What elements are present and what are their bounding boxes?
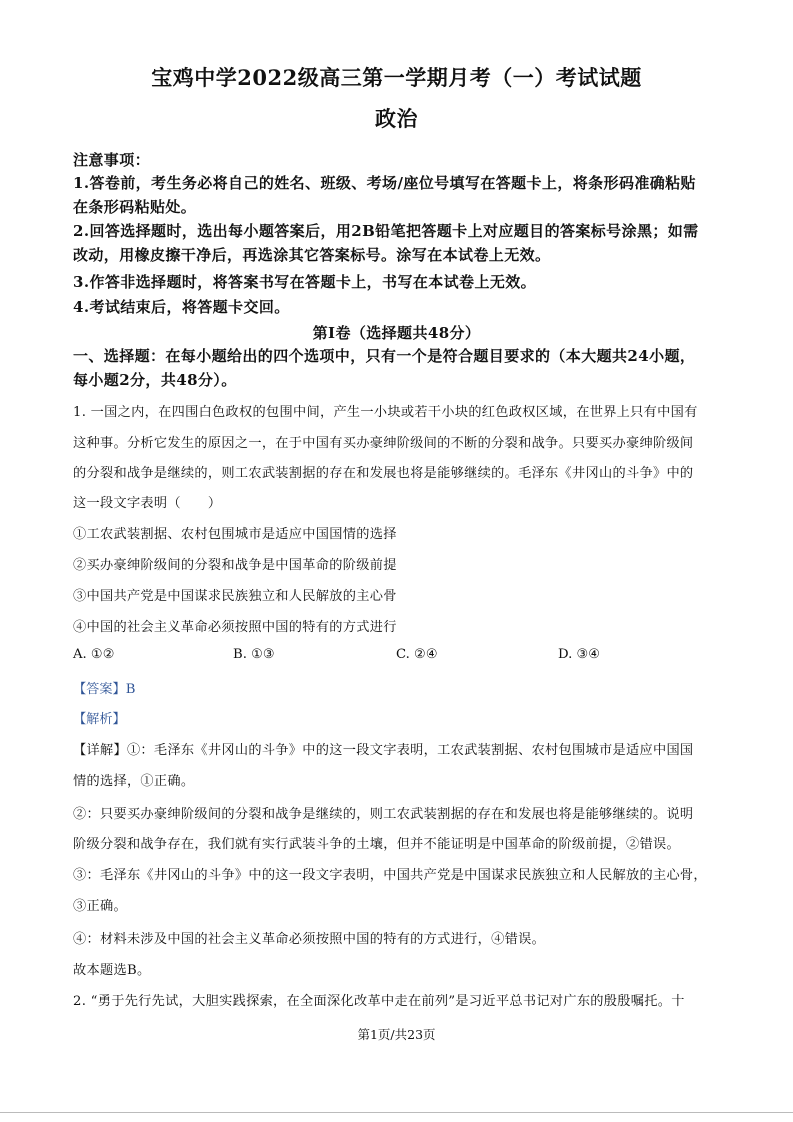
- notice-line: 在条形码粘贴处。: [73, 198, 197, 216]
- explanation-line: ③：毛泽东《井冈山的斗争》中的这一段文字表明，中国共产党是中国谋求民族独立和人民解放的主心骨，: [73, 868, 707, 883]
- analysis-label: 【解析】: [73, 712, 126, 727]
- question-stem-line: 2. “勇于先行先试，大胆实践探索，在全面深化改革中走在前列”是习近平总书记对广东的殷殷嘱托。十: [73, 994, 685, 1009]
- explanation-line: 故本题选B。: [73, 963, 151, 978]
- bottom-divider: [0, 1112, 793, 1113]
- notice-line: 1.答卷前，考生务必将自己的姓名、班级、考场/座位号填写在答题卡上，将条形码准确粘贴: [73, 174, 696, 192]
- question-stem-line: 这种事。分析它发生的原因之一，在于中国有买办豪绅阶级间的不断的分裂和战争。只要买办豪绅阶级间: [73, 436, 694, 451]
- section-instruction: 一、选择题：在每小题给出的四个选项中，只有一个是符合题目要求的（本大题共24小题，: [73, 347, 696, 365]
- option-d: D. ③④: [558, 647, 601, 662]
- explanation-line: 情的选择，①正确。: [73, 774, 195, 789]
- page-number: 第1页/共23页: [357, 1027, 436, 1042]
- question-stem-line: 的分裂和战争是继续的，则工农武装割据的存在和发展也将是能够继续的。毛泽东《井冈山的斗争》中的: [73, 466, 694, 481]
- section-title: 第Ⅰ卷（选择题共48分）: [312, 324, 481, 342]
- option-c: C. ②④: [396, 647, 438, 662]
- notice-line: 2.回答选择题时，选出每小题答案后，用2B铅笔把答题卡上对应题目的答案标号涂黑；如需: [73, 222, 699, 240]
- explanation-line: 【详解】①：毛泽东《井冈山的斗争》中的这一段文字表明，工农武装割据、农村包围城市是适应中国国: [73, 743, 694, 758]
- answer-label: 【答案】B: [73, 682, 136, 697]
- statement: ④中国的社会主义革命必须按照中国的特有的方式进行: [73, 620, 397, 635]
- notice-line: 3.作答非选择题时，将答案书写在答题卡上，书写在本试卷上无效。: [73, 273, 537, 291]
- notice-heading: 注意事项：: [73, 151, 151, 169]
- explanation-line: ③正确。: [73, 899, 127, 914]
- notice-line: 改动，用橡皮擦干净后，再选涂其它答案标号。涂写在本试卷上无效。: [73, 246, 551, 264]
- statement: ③中国共产党是中国谋求民族独立和人民解放的主心骨: [73, 589, 397, 604]
- section-instruction: 每小题2分，共48分）。: [73, 371, 237, 389]
- subject-title: 政治: [375, 106, 418, 131]
- question-stem-line: 这一段文字表明（ ）: [73, 496, 222, 511]
- question-stem-line: 1. 一国之内，在四围白色政权的包围中间，产生一小块或若干小块的红色政权区域，在世界上只有中国有: [73, 405, 698, 420]
- option-b: B. ①③: [233, 647, 275, 662]
- explanation-line: 阶级分裂和战争存在，我们就有实行武装斗争的土壤，但并不能证明是中国革命的阶级前提，②错误。: [73, 837, 680, 852]
- statement: ②买办豪绅阶级间的分裂和战争是中国革命的阶级前提: [73, 558, 397, 573]
- page-title: 宝鸡中学2022级高三第一学期月考（一）考试试题: [151, 65, 642, 90]
- notice-line: 4.考试结束后，将答题卡交回。: [73, 298, 290, 316]
- option-a: A. ①②: [73, 647, 115, 662]
- statement: ①工农武装割据、农村包围城市是适应中国国情的选择: [73, 527, 397, 542]
- explanation-line: ②：只要买办豪绅阶级间的分裂和战争是继续的，则工农武装割据的存在和发展也将是能够继续的。说明: [73, 807, 694, 822]
- explanation-line: ④：材料未涉及中国的社会主义革命必须按照中国的特有的方式进行，④错误。: [73, 932, 546, 947]
